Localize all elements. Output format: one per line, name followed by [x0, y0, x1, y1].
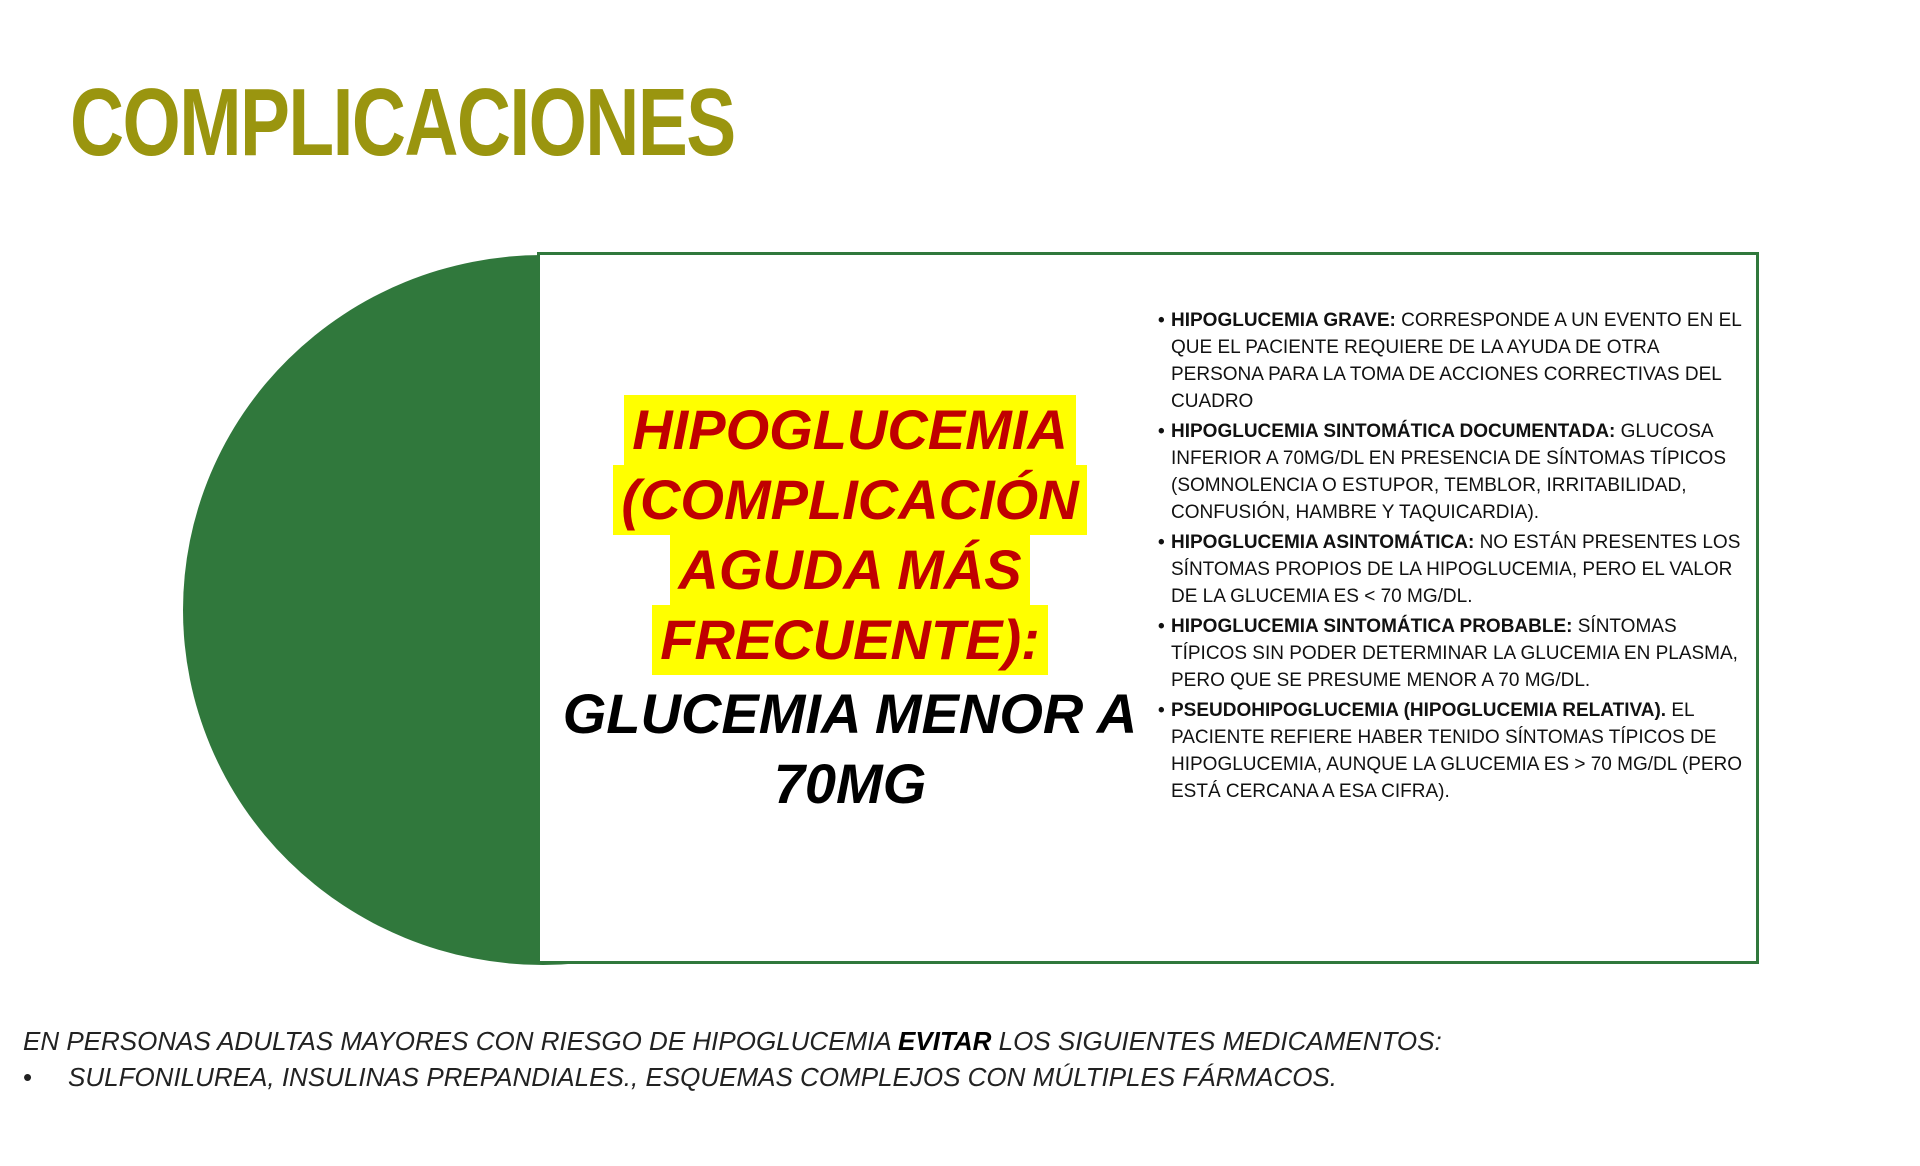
glucemia-threshold-text: GLUCEMIA MENOR A 70MG	[562, 682, 1138, 815]
footer-emphasis: EVITAR	[898, 1026, 992, 1056]
highlight-line-2: (COMPLICACIÓN	[613, 465, 1086, 535]
list-item	[1158, 418, 1752, 526]
bullet-icon: •	[1158, 421, 1165, 442]
highlight-line-1: HIPOGLUCEMIA	[624, 395, 1076, 465]
content-box	[537, 252, 1759, 964]
page-title: COMPLICACIONES	[70, 69, 735, 176]
list-item	[1158, 307, 1752, 415]
bullet-icon: •	[1158, 310, 1165, 331]
highlighted-heading	[540, 395, 1160, 675]
list-item-term: HIPOGLUCEMIA ASINTOMÁTICA:	[1171, 532, 1475, 553]
list-item-text: CORRESPONDE A UN EVENTO EN EL QUE EL PACIENTE REQUIERE DE LA AYUDA DE OTRA PERSONA PARA LA TOMA DE ACCIONES CORRECTIVAS DEL CUADRO	[1171, 310, 1742, 412]
list-item	[1158, 613, 1752, 694]
list-item-text: NO ESTÁN PRESENTES LOS SÍNTOMAS PROPIOS DE LA HIPOGLUCEMIA, PERO EL VALOR DE LA GLUCEMIA ES < 70 MG/DL.	[1171, 532, 1741, 607]
bullet-icon: •	[1158, 532, 1165, 553]
main-statement	[540, 395, 1160, 819]
footer-intro	[23, 1023, 1903, 1059]
highlight-line-3: AGUDA MÁS	[670, 535, 1029, 605]
footer-list-item	[23, 1059, 1903, 1095]
footer-list-item-text: SULFONILUREA, INSULINAS PREPANDIALES., ESQUEMAS COMPLEJOS CON MÚLTIPLES FÁRMACOS.	[68, 1062, 1337, 1092]
bullet-icon: •	[1158, 616, 1165, 637]
footer-intro-text-end: LOS SIGUIENTES MEDICAMENTOS:	[991, 1026, 1442, 1056]
list-item-term: PSEUDOHIPOGLUCEMIA (HIPOGLUCEMIA RELATIVA).	[1171, 700, 1667, 721]
list-item-term: HIPOGLUCEMIA SINTOMÁTICA DOCUMENTADA:	[1171, 421, 1616, 442]
footer-intro-text: EN PERSONAS ADULTAS MAYORES CON RIESGO DE HIPOGLUCEMIA	[23, 1026, 899, 1056]
list-item-text: EL PACIENTE REFIERE HABER TENIDO SÍNTOMAS TÍPICOS DE HIPOGLUCEMIA, AUNQUE LA GLUCEMIA ES > 70 MG/DL (PERO ESTÁ CERCANA A ESA CIFRA).	[1171, 700, 1743, 802]
list-item	[1158, 697, 1752, 805]
footer-note	[23, 1023, 1903, 1095]
bullet-icon: •	[1158, 700, 1165, 721]
list-item-text: SÍNTOMAS TÍPICOS SIN PODER DETERMINAR LA GLUCEMIA EN PLASMA, PERO QUE SE PRESUME MENOR A 70 MG/DL.	[1171, 616, 1738, 691]
list-item-text: GLUCOSA INFERIOR A 70MG/DL EN PRESENCIA DE SÍNTOMAS TÍPICOS (SOMNOLENCIA O ESTUPOR, TEMBLOR, IRRITABILIDAD, CONFUSIÓN, HAMBRE Y TAQUICARDIA).	[1171, 421, 1727, 523]
list-item-term: HIPOGLUCEMIA GRAVE:	[1171, 310, 1396, 331]
hypoglycemia-classification-list	[1158, 307, 1752, 808]
list-item	[1158, 529, 1752, 610]
highlight-line-4: FRECUENTE):	[652, 605, 1048, 675]
bullet-icon: •	[23, 1062, 33, 1092]
list-item-term: HIPOGLUCEMIA SINTOMÁTICA PROBABLE:	[1171, 616, 1573, 637]
